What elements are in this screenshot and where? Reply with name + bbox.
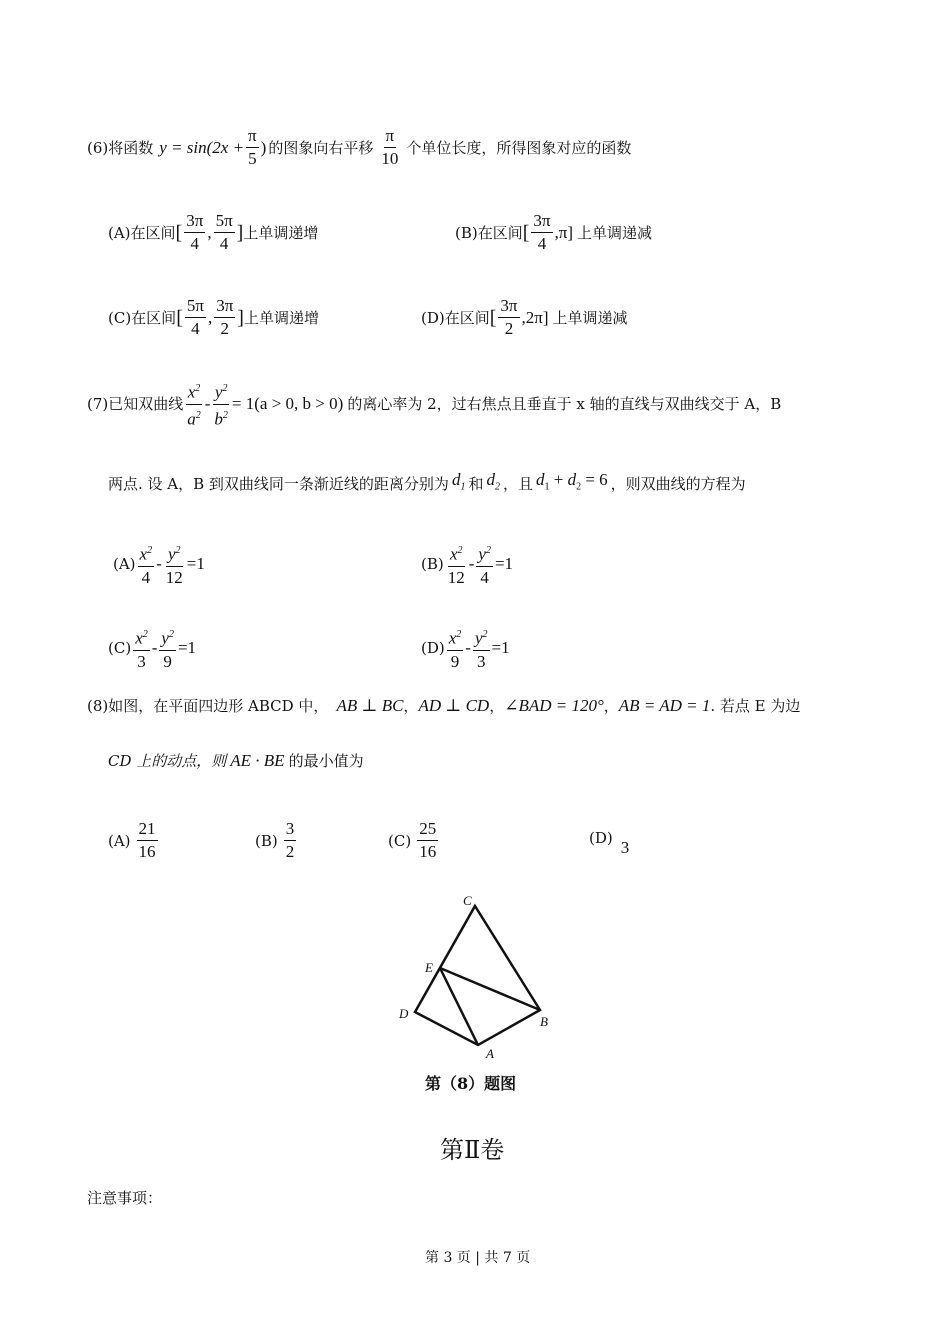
- q6-lead: (6)将函数: [87, 138, 154, 157]
- q8-stem: (8)如图，在平面四边形 ABCD 中， AB ⊥ BC ， AD ⊥ CD ， ∠BAD = 120° ， AB = AD = 1 . 若点 E 为边: [87, 696, 801, 715]
- figure-caption: 第（8）题图: [425, 1074, 517, 1093]
- q7-option-d: (D) $\frac{x^2}{9}$ - $\frac{y^2}{3}$ =1: [421, 624, 510, 673]
- quadrilateral-abcd: [415, 906, 540, 1045]
- q8-geometry-figure: [390, 888, 560, 1063]
- q8-option-c: (C) $\frac{25}{16}$: [388, 819, 437, 861]
- section-title: 第Ⅱ卷: [440, 1136, 505, 1164]
- q7-stem-line2: 两点. 设 A，B 到双曲线同一条渐近线的距离分别为 $d_1$ 和 $d_2$ ，且 $d_1 + d_2 = 6$ ，则双曲线的方程为: [108, 470, 746, 493]
- label-point-a: A: [486, 1046, 494, 1061]
- notes-label: 注意事项：: [87, 1189, 163, 1207]
- q8-option-b: (B) $\frac{3}{2}$: [255, 819, 295, 861]
- q6-stem: (6)将函数 y = sin(2x + $\frac{\pi}{5}$ ) 的图象向右平移 $\frac{\pi}{10}$ 个单位长度，所得图象对应的函数: [87, 126, 632, 168]
- q8-vector-expression: AE · BE: [230, 751, 285, 770]
- q7-option-b: (B) $\frac{x^2}{12}$ - $\frac{y^2}{4}$ =1: [421, 540, 513, 589]
- q7-option-a: (A) $\frac{x^2}{4}$ - $\frac{y^2}{12}$ =1: [113, 540, 205, 589]
- segment-ea: [440, 968, 478, 1045]
- q7-stem: (7)已知双曲线 $\frac{x^2}{a^2}$ - $\frac{y^2}{b^2}$ = 1(a > 0, b > 0) 的离心率为 2，过右焦点且垂直于 x 轴的直线与双曲线交于 A，B: [87, 378, 781, 430]
- q6-option-c: (C)在区间 [ $\frac{5\pi}{4}$ , $\frac{3\pi}{2}$ ] 上单调递增: [108, 296, 319, 338]
- q6-option-a: (A)在区间 [ $\frac{3\pi}{4}$ , $\frac{5\pi}{4}$ ] 上单调递增: [108, 211, 319, 253]
- q6-function: y = sin(2x +: [159, 137, 245, 157]
- label-point-e: E: [425, 960, 433, 975]
- q6-tail: 个单位长度，所得图象对应的函数: [406, 138, 632, 157]
- q6-phase-fraction: $\frac{\pi}{5}$: [248, 126, 257, 168]
- q6-option-d: (D)在区间 [ $\frac{3\pi}{2}$ ,2π] 上单调递减: [421, 296, 628, 338]
- label-point-d: D: [399, 1006, 409, 1021]
- q8-option-a: (A) $\frac{21}{16}$: [108, 819, 156, 861]
- q6-option-b: (B)在区间 [ $\frac{3\pi}{4}$ ,π] 上单调递减: [455, 211, 653, 253]
- q7-option-c: (C) $\frac{x^2}{3}$ - $\frac{y^2}{9}$ =1: [108, 624, 196, 673]
- q6-mid: 的图象向右平移: [268, 138, 374, 157]
- label-point-c: C: [463, 893, 472, 908]
- page-footer: 第 3 页 | 共 7 页: [425, 1250, 531, 1266]
- q6-shift-fraction: $\frac{\pi}{10}$: [381, 126, 399, 168]
- q8-stem-line2: CD 上的动点，则 AE · BE 的最小值为: [108, 751, 364, 770]
- q8-option-d: (D) 3: [589, 829, 630, 857]
- segment-eb: [440, 968, 540, 1010]
- q7-condition: = 1(a > 0, b > 0): [231, 394, 344, 414]
- label-point-b: B: [540, 1014, 548, 1029]
